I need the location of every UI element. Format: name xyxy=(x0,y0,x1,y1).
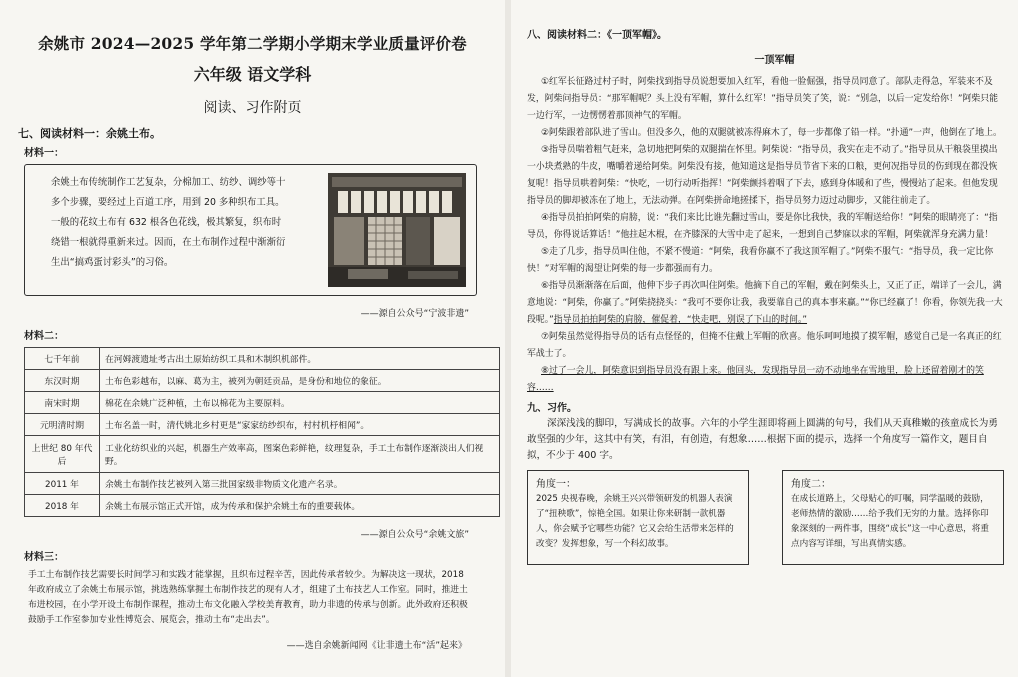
table-cell-era: 2011 年 xyxy=(25,473,100,495)
table-row xyxy=(25,370,500,392)
table-cell-text: 在河姆渡遗址考古出土原始纺织工具和木制织机部件。 xyxy=(100,348,500,370)
exam-title: 余姚市 2024—2025 学年第二学期小学期末学业质量评价卷 xyxy=(38,34,467,53)
table-cell-text: 棉花在余姚广泛种植，土布以棉花为主要原料。 xyxy=(100,392,500,414)
left-page xyxy=(0,0,505,677)
section-7-heading: 七、阅读材料一：余姚土布。 xyxy=(18,127,161,140)
table-row xyxy=(25,392,500,414)
story-paragraph-6 xyxy=(527,278,1004,329)
story-paragraph-1: ①红军长征路过村子时，阿柴找到指导员说想要加入红军，看他一脸倔强，指导员同意了。部队走得急，军装来不及发，阿柴问指导员：“那军帽呢？头上没有军帽，算什么红军！”指导员笑了笑，说：“别急，以后一定发给你！”阿柴只能一边行军，一边愣愣着那顶神气的军帽。 xyxy=(527,77,999,121)
table-cell-text: 土布名盖一时，清代姚北乡村更是“家家纺纱织布，村村机杼相闻”。 xyxy=(100,414,500,436)
essay-prompt: 深深浅浅的脚印，写满成长的故事。六年的小学生涯即将画上圆满的句号，我们从天真稚嫩的孩童成长为勇敢坚强的少年，这其中有笑，有泪，有创造，有想象……根据下面的提示，选择一个角度写一篇作文，题目自拟，不少于 400 字。 xyxy=(527,418,998,461)
story-paragraph-8: ⑧过了一会儿，阿柴意识到指导员没有跟上来。他回头，发现指导员一动不动地坐在雪地里，脸上还留着刚才的笑容…… xyxy=(527,366,984,393)
material-1-source: ——源自公众号“宁波非遗” xyxy=(360,309,469,319)
material-3-label: 材料三： xyxy=(24,552,64,563)
angle-2-title: 角度二： xyxy=(791,479,831,490)
story-title: 一顶军帽 xyxy=(754,55,795,66)
material-3-source: ——选自余姚新闻网《让非遗土布“活”起来》 xyxy=(286,641,467,651)
story-paragraph-3: ③指导员喘着粗气赶来，急切地把阿柴的双腿揣在怀里。阿柴说：“指导员，我实在走不动了。”指导员从干粮袋里摸出一小块煮熟的牛皮，嘴嚼着递给阿柴。阿柴没有接，他知道这是指导员节省下来的口粮，更何况指导员的伤到现在都没恢复呢！指导员哄着阿柴：“快吃，一切行动听指挥！”阿柴颤抖着咽了下去，感到身体暖和了些，慢慢站了起来。但他发现指导员的脚却被冻在了地上，无法动弹。在阿柴拼命地搓揉下，指导员努力迈过动脚步，又能往前走了。 xyxy=(527,145,998,206)
table-cell-era: 东汉时期 xyxy=(25,370,100,392)
angle-1-text: 2025 央视春晚，余姚王兴兴带领研发的机器人表演了“扭秧歌”，惊艳全国。如果让你来研制一款机器人，你会赋予它哪些功能？它又会给生活带来怎样的改变？发挥想象，写一个科幻故事。 xyxy=(536,494,734,549)
table-row xyxy=(25,436,500,473)
table-row xyxy=(25,473,500,495)
material-3-text: 手工土布制作技艺需要长时间学习和实践才能掌握，且织布过程辛苦，因此传承者较少。为解决这一现状，2018 年政府成立了余姚土布展示馆，挑选熟练掌握土布制作技艺的现有人才，组建了土布技艺人工作室。同时，推进土布进校园，在小学开设土布制作课程，推动土布文化融入学校美育教育，助力非遗的传承与创新。此外政府还积极鼓励手工作室参加专业性博览会、展览会，推动土布“走出去”。 xyxy=(28,570,468,625)
angle-2-box xyxy=(782,470,1004,565)
grade-subject: 六年级 语文学科 xyxy=(193,65,312,84)
table-cell-text: 余姚土布制作技艺被列入第三批国家级非物质文化遗产名录。 xyxy=(100,473,500,495)
table-cell-era: 元明清时期 xyxy=(25,414,100,436)
story-paragraph-6-underlined: 指导员拍拍阿柴的肩膀，催促着，“快走吧，别误了下山的时间。” xyxy=(553,315,808,325)
essay-angles xyxy=(527,470,1004,565)
story-paragraph-7: ⑦阿柴虽然觉得指导员的话有点怪怪的，但掩不住戴上军帽的欣喜。他乐呵呵地摸了摸军帽，感觉自己是一名真正的红军战士了。 xyxy=(527,332,1002,359)
material-2-label: 材料二： xyxy=(24,331,64,342)
loom-photo xyxy=(328,173,466,287)
material-1-text: 余姚土布传统制作工艺复杂，分棉加工、纺纱、调纱等十多个步骤，要经过上百道工序，用到 20 多种织布工具。一般的花纹土布有 632 根各色花线，极其繁复，织布时绕错一根就得重新来过。因而，在土布制作过程中渐渐衍生出“搞鸡蛋讨彩头”的习俗。 xyxy=(51,177,286,268)
table-row xyxy=(25,348,500,370)
story-paragraph-4: ④指导员拍拍阿柴的肩膀，说：“我们来比比谁先翻过雪山，要是你比我快，我的军帽送给你！”阿柴的眼睛亮了：“指导员，你得说话算话！”他拄起木棍，在齐膝深的大雪中走了起来，一想到自己梦寐以求的军帽，阿柴就浑身充满力量！ xyxy=(527,213,998,240)
story-paragraph-2: ②阿柴跟着部队进了雪山。但没多久，他的双腿就被冻得麻木了，每一步都像了铅一样。“扑通”一声，他倒在了地上。 xyxy=(541,128,1002,138)
table-row xyxy=(25,414,500,436)
table-cell-era: 上世纪 80 年代后 xyxy=(25,436,100,473)
material-1-box xyxy=(24,164,477,296)
table-cell-text: 余姚土布展示馆正式开馆，成为传承和保护余姚土布的重要载体。 xyxy=(100,495,500,517)
material-2-table xyxy=(24,347,500,517)
table-cell-text: 土布色彩越布，以麻、葛为主，被列为朝廷贡品，是身份和地位的象征。 xyxy=(100,370,500,392)
material-2-source: ——源自公众号“余姚文旅” xyxy=(360,530,469,540)
section-9-heading: 九、习作。 xyxy=(527,403,577,414)
loom-photo-illustration xyxy=(328,173,466,287)
right-page xyxy=(511,0,1018,677)
table-row xyxy=(25,495,500,517)
section-8-heading: 八、阅读材料二：《一顶军帽》。 xyxy=(527,30,667,41)
attachment-title: 阅读、习作附页 xyxy=(203,100,302,116)
story-paragraph-6-main: ⑥指导员渐渐落在后面，他伸下步子再次叫住阿柴。他摘下自己的军帽，戴在阿柴头上，又正了正，端详了一会儿，满意地说：“阿柴，你赢了。”阿柴挠挠头：“我可不要你让我，我要靠自己的真本事来赢。”“你已经赢了！你看，你领先我一大段呢。” xyxy=(527,281,1003,325)
angle-2-text: 在成长道路上，父母贴心的叮嘱，同学温暖的鼓励，老师热情的激励……给予我们无穷的力量。选择你印象深刻的一两件事，围绕“成长”这一中心意思，将重点内容写详细，写出真情实感。 xyxy=(791,494,989,549)
table-cell-text: 工业化纺织业的兴起，机器生产效率高，图案色彩鲜艳，纹理复杂，手工土布制作逐渐淡出人们视野。 xyxy=(100,436,500,473)
material-1-label: 材料一： xyxy=(24,148,64,159)
angle-1-title: 角度一： xyxy=(536,479,576,490)
table-cell-era: 七千年前 xyxy=(25,348,100,370)
table-cell-era: 南宋时期 xyxy=(25,392,100,414)
table-cell-era: 2018 年 xyxy=(25,495,100,517)
story-paragraph-5: ⑤走了几步，指导员叫住他，不紧不慢道：“阿柴，我看你赢不了我这顶军帽了。”阿柴不服气：“指导员，我一定比你快！”对军帽的渴望让阿柴的每一步都强而有力。 xyxy=(527,247,994,274)
angle-1-box xyxy=(527,470,749,565)
